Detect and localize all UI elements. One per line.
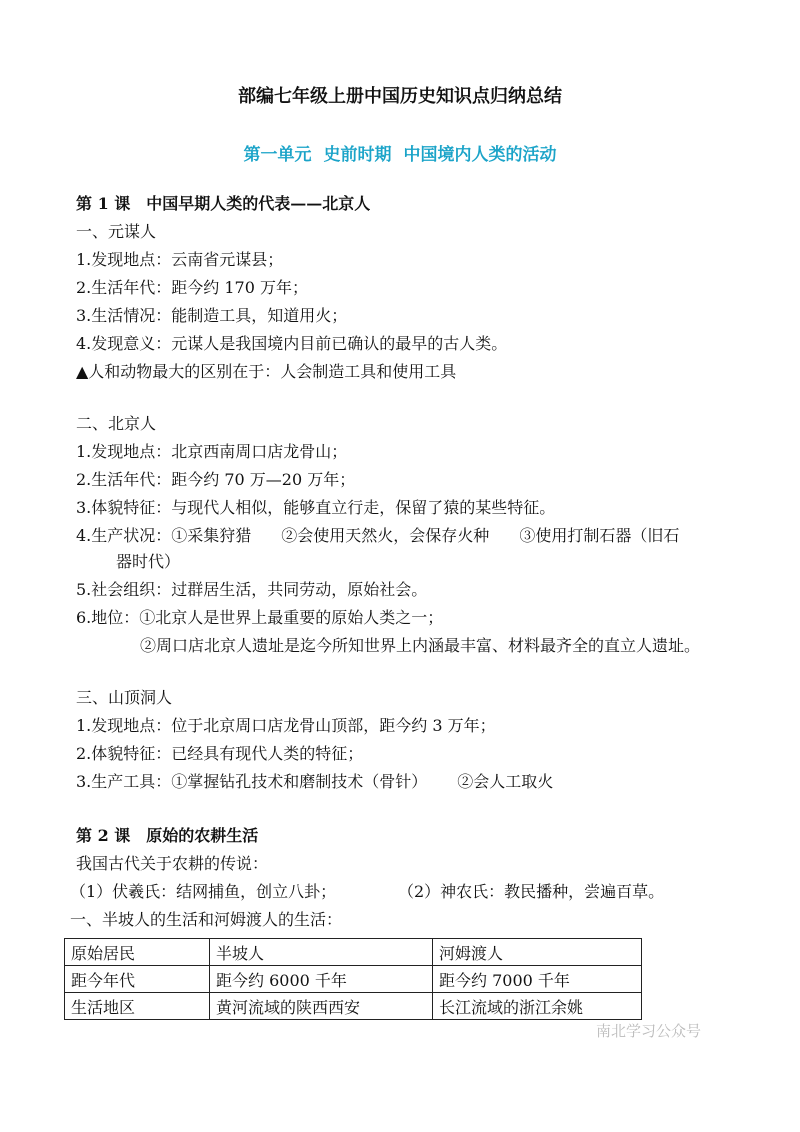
table-cell: 原始居民 bbox=[65, 939, 210, 966]
list-item: 1.发现地点：北京西南周口店龙骨山； bbox=[76, 442, 348, 461]
item-continuation: ②周口店北京人遗址是迄今所知世界上内涵最丰富、材料最齐全的直立人遗址。 bbox=[140, 636, 701, 655]
list-item: 4.发现意义：元谋人是我国境内目前已确认的最早的古人类。 bbox=[76, 334, 508, 353]
item-part: ①掌握钻孔技术和磨制技术（骨针） bbox=[171, 772, 428, 791]
table-cell: 半坡人 bbox=[210, 939, 433, 966]
item-part: ②会人工取火 bbox=[457, 772, 554, 791]
table-cell: 生活地区 bbox=[65, 993, 210, 1020]
list-item: 2.生活年代：距今约 170 万年； bbox=[76, 278, 308, 297]
list-item: 6.地位：①北京人是世界上最重要的原始人类之一； bbox=[76, 608, 444, 627]
table-row bbox=[65, 993, 642, 1020]
item-label: 4.生产状况： bbox=[76, 526, 172, 545]
watermark: 南北学习公众号 bbox=[596, 1022, 702, 1040]
table-cell: 黄河流域的陕西西安 bbox=[210, 993, 433, 1020]
key-point-note: ▲人和动物最大的区别在于：人会制造工具和使用工具 bbox=[76, 362, 457, 381]
section-heading: 一、半坡人的生活和河姆渡人的生活： bbox=[70, 910, 343, 929]
unit-heading bbox=[0, 140, 800, 165]
list-item: 2.体貌特征：已经具有现代人类的特征； bbox=[76, 744, 364, 763]
lesson-1-heading bbox=[76, 194, 370, 214]
table-cell: 河姆渡人 bbox=[433, 939, 642, 966]
paragraph: 我国古代关于农耕的传说： bbox=[76, 854, 269, 873]
list-item: 3.生活情况：能制造工具，知道用火； bbox=[76, 306, 348, 325]
item-part: ③使用打制石器（旧石 bbox=[519, 526, 680, 545]
list-item bbox=[76, 526, 679, 546]
table-row bbox=[65, 966, 642, 993]
item-part: ①采集狩猎 bbox=[171, 526, 252, 545]
list-item: 1.发现地点：位于北京周口店龙骨山顶部，距今约 3 万年； bbox=[76, 716, 496, 735]
item-continuation: 器时代） bbox=[116, 552, 181, 571]
item-part: ②会使用天然火，会保存火种 bbox=[281, 526, 490, 545]
legend-item: （1）伏羲氏：结网捕鱼，创立八卦； bbox=[70, 882, 337, 901]
item-label: 3.生产工具： bbox=[76, 772, 172, 791]
document-title: 部编七年级上册中国历史知识点归纳总结 bbox=[238, 86, 562, 107]
list-item: 1.发现地点：云南省元谋县； bbox=[76, 250, 284, 269]
section-heading: 三、山顶洞人 bbox=[76, 688, 173, 707]
list-item: 5.社会组织：过群居生活，共同劳动，原始社会。 bbox=[76, 580, 428, 599]
lesson-title: 中国早期人类的代表——北京人 bbox=[146, 194, 371, 213]
section-heading: 一、元谋人 bbox=[76, 222, 157, 241]
list-item: 3.体貌特征：与现代人相似，能够直立行走，保留了猿的某些特征。 bbox=[76, 498, 556, 517]
list-item: 2.生活年代：距今约 70 万—20 万年； bbox=[76, 470, 356, 489]
lesson-title: 原始的农耕生活 bbox=[146, 826, 259, 845]
table-cell: 距今约 7000 千年 bbox=[433, 966, 642, 993]
table-row bbox=[65, 939, 642, 966]
table-cell: 距今约 6000 千年 bbox=[210, 966, 433, 993]
comparison-table bbox=[64, 938, 642, 1020]
lesson-number: 第 2 课 bbox=[76, 826, 131, 845]
unit-number: 第一单元 bbox=[243, 145, 312, 165]
section-heading: 二、北京人 bbox=[76, 414, 157, 433]
legend-item: （2）神农氏：教民播种，尝遍百草。 bbox=[398, 882, 665, 901]
unit-period: 史前时期 bbox=[323, 145, 392, 165]
unit-topic: 中国境内人类的活动 bbox=[403, 145, 557, 165]
lesson-number: 第 1 课 bbox=[76, 194, 131, 213]
lesson-2-heading bbox=[76, 826, 258, 846]
list-item bbox=[76, 772, 553, 792]
table-cell: 距今年代 bbox=[65, 966, 210, 993]
table-cell: 长江流域的浙江余姚 bbox=[433, 993, 642, 1020]
